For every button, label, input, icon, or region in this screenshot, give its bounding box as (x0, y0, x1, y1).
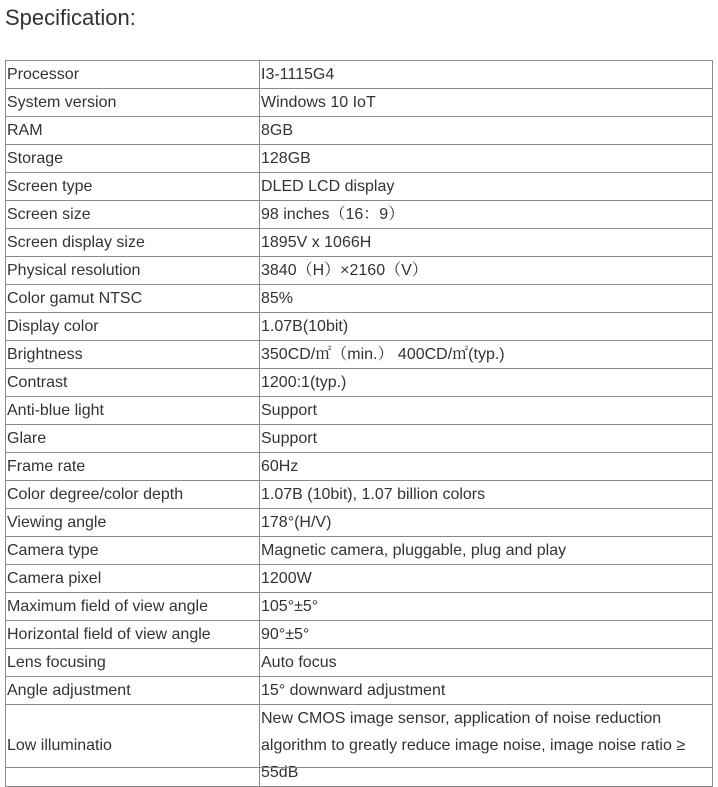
spec-value: 105°±5° (260, 593, 713, 621)
spec-value: 1.07B (10bit), 1.07 billion colors (260, 481, 713, 509)
table-row (6, 453, 713, 481)
spec-value: Magnetic camera, pluggable, plug and play (260, 537, 713, 565)
table-row (6, 89, 713, 117)
spec-label: Processor (6, 61, 260, 89)
table-row (6, 257, 713, 285)
spec-value: 85% (260, 285, 713, 313)
table-row (6, 593, 713, 621)
spec-label: Anti-blue light (6, 397, 260, 425)
table-row (6, 565, 713, 593)
table-row (6, 677, 713, 705)
spec-label: Display color (6, 313, 260, 341)
table-row (6, 509, 713, 537)
spec-label: Camera type (6, 537, 260, 565)
table-row (6, 313, 713, 341)
spec-label: Frame rate (6, 453, 260, 481)
table-row (6, 621, 713, 649)
spec-value: 98 inches（16：9） (260, 201, 713, 229)
spec-value: New CMOS image sensor, application of noise reduction algorithm to greatly reduce image noise, image noise ratio ≥ 55dB (260, 705, 713, 787)
spec-label: System version (6, 89, 260, 117)
table-row (6, 229, 713, 257)
table-row (6, 425, 713, 453)
spec-label: Screen display size (6, 229, 260, 257)
spec-value: 3840（H）×2160（V） (260, 257, 713, 285)
spec-label: Glare (6, 425, 260, 453)
specification-table (5, 60, 713, 787)
table-row (6, 481, 713, 509)
spec-value: 1200:1(typ.) (260, 369, 713, 397)
spec-label: Lens focusing (6, 649, 260, 677)
table-row (6, 145, 713, 173)
table-row (6, 705, 713, 787)
spec-value: 8GB (260, 117, 713, 145)
spec-label: Viewing angle (6, 509, 260, 537)
spec-value: Windows 10 IoT (260, 89, 713, 117)
spec-value: I3-1115G4 (260, 61, 713, 89)
table-row (6, 369, 713, 397)
spec-label: Contrast (6, 369, 260, 397)
spec-label: Screen size (6, 201, 260, 229)
table-row (6, 537, 713, 565)
table-row (6, 173, 713, 201)
spec-label: Color gamut NTSC (6, 285, 260, 313)
spec-value: 60Hz (260, 453, 713, 481)
spec-label: Horizontal field of view angle (6, 621, 260, 649)
page-title: Specification: (5, 5, 136, 30)
spec-label: Color degree/color depth (6, 481, 260, 509)
table-row (6, 117, 713, 145)
table-row (6, 341, 713, 369)
spec-label: Camera pixel (6, 565, 260, 593)
spec-value: 350CD/㎡（min.） 400CD/㎡(typ.) (260, 341, 713, 369)
spec-value: Support (260, 397, 713, 425)
spec-value: 15° downward adjustment (260, 677, 713, 705)
spec-label: RAM (6, 117, 260, 145)
table-row (6, 649, 713, 677)
spec-label: Angle adjustment (6, 677, 260, 705)
spec-label: Low illuminatio (6, 705, 260, 787)
spec-label: Maximum field of view angle (6, 593, 260, 621)
table-row (6, 397, 713, 425)
table-row (6, 201, 713, 229)
spec-label: Screen type (6, 173, 260, 201)
table-bottom-rule (5, 767, 713, 768)
table-row (6, 61, 713, 89)
spec-value: DLED LCD display (260, 173, 713, 201)
spec-value: 90°±5° (260, 621, 713, 649)
spec-label: Physical resolution (6, 257, 260, 285)
table-row (6, 285, 713, 313)
spec-value: Auto focus (260, 649, 713, 677)
spec-value: 1200W (260, 565, 713, 593)
spec-label: Storage (6, 145, 260, 173)
spec-label: Brightness (6, 341, 260, 369)
specification-table-body (6, 61, 713, 787)
spec-value: Support (260, 425, 713, 453)
spec-value: 1.07B(10bit) (260, 313, 713, 341)
spec-value: 178°(H/V) (260, 509, 713, 537)
spec-value: 1895V x 1066H (260, 229, 713, 257)
spec-value: 128GB (260, 145, 713, 173)
